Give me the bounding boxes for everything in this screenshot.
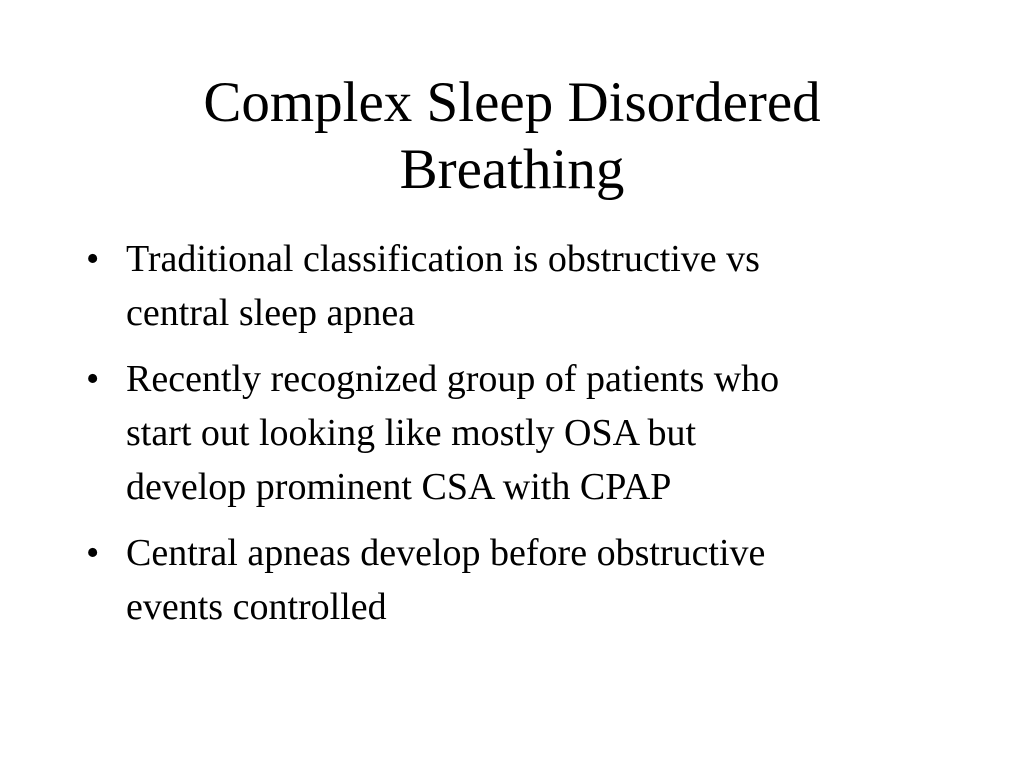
slide-title <box>80 70 944 203</box>
bullet-text-line: events controlled <box>126 586 387 628</box>
bullet-item-3 <box>86 526 946 634</box>
bullet-dot: • <box>86 358 100 400</box>
bullet-text-line: develop prominent CSA with CPAP <box>126 466 672 508</box>
bullet-text-line: start out looking like mostly OSA but <box>126 412 697 454</box>
bullet-item-1 <box>86 232 946 340</box>
bullet-list <box>86 232 946 646</box>
bullet-text-line: Central apneas develop before obstructive <box>126 532 766 574</box>
bullet-dot: • <box>86 238 100 280</box>
bullet-text-line: Traditional classification is obstructive vs <box>126 238 760 280</box>
slide-title-line-2: Breathing <box>399 137 625 201</box>
bullet-text-line: central sleep apnea <box>126 292 416 334</box>
bullet-text-line: Recently recognized group of patients who <box>126 358 780 400</box>
bullet-dot: • <box>86 532 100 574</box>
bullet-item-2 <box>86 352 946 514</box>
slide-title-line-1: Complex Sleep Disordered <box>203 71 821 134</box>
